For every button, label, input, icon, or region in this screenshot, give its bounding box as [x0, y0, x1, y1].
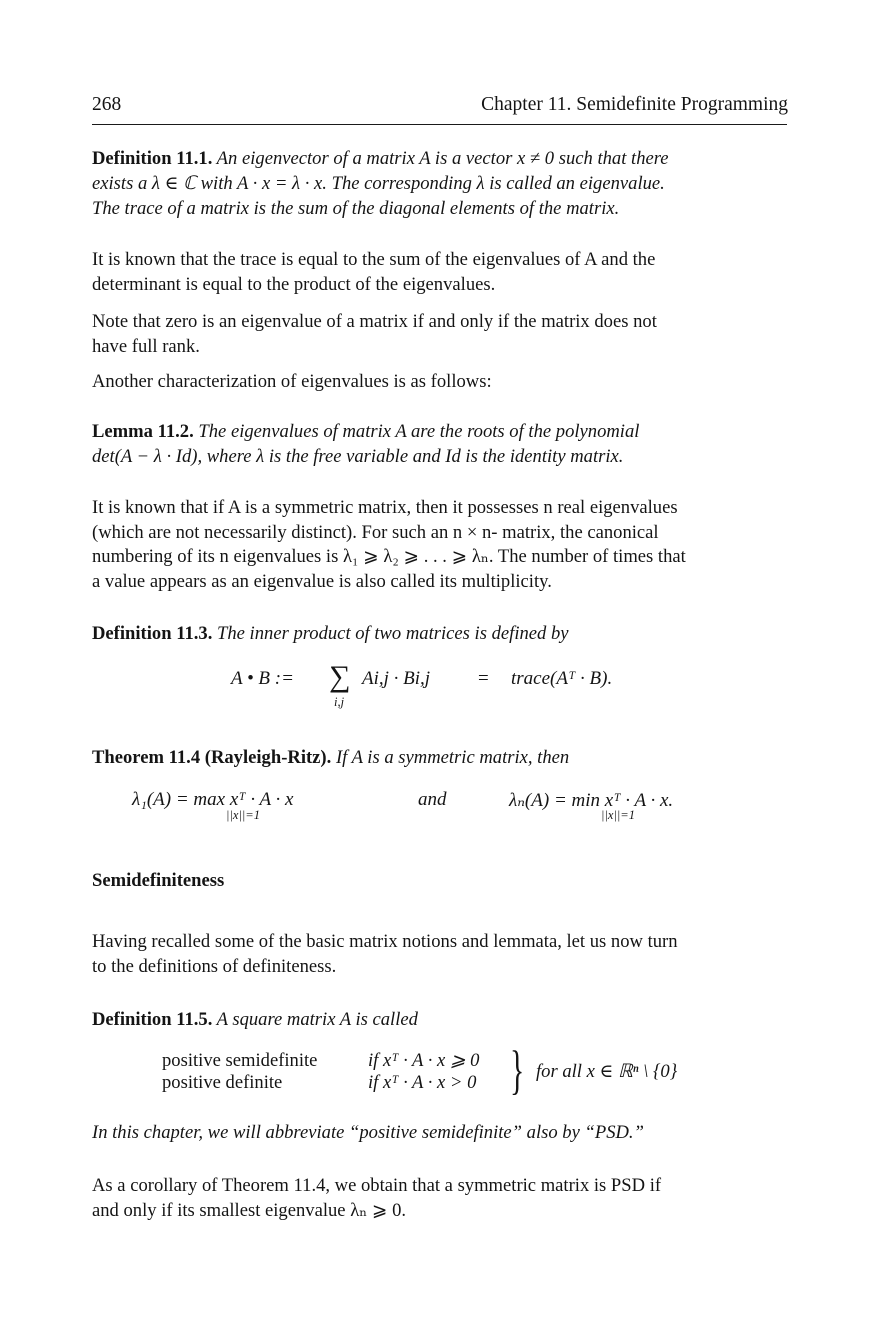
paragraph-line: It is known that the trace is equal to the sum of the eigenvalues of A and the	[92, 249, 656, 270]
definition-11-1	[92, 146, 788, 221]
definition-text: The inner product of two matrices is defined by	[217, 623, 569, 644]
paragraph-line: numbering of its n eigenvalues is λ₁ ⩾ λ₂ ⩾ . . . ⩾ λₙ. The number of times that	[92, 546, 686, 567]
max-subscript: ||x||=1	[226, 808, 260, 822]
pd-term: positive definite	[162, 1072, 283, 1093]
rayleigh-min-formula: λₙ(A) = min xᵀ · A · x.	[509, 790, 674, 811]
equals-sign: =	[478, 668, 489, 689]
paragraph-line: to the definitions of definiteness.	[92, 955, 337, 977]
definition-label: Definition 11.1.	[92, 148, 213, 169]
psd-condition: if xᵀ · A · x ⩾ 0	[368, 1050, 480, 1071]
lemma-11-2	[92, 420, 788, 469]
min-subscript: ||x||=1	[601, 808, 635, 822]
paragraph-zero-eigenvalue	[92, 310, 788, 359]
paragraph-line: As a corollary of Theorem 11.4, we obtain that a symmetric matrix is PSD if	[92, 1175, 662, 1196]
running-header-title: Chapter 11. Semidefinite Programming	[481, 94, 788, 115]
psd-term: positive semidefinite	[162, 1050, 318, 1071]
psd-abbreviation: In this chapter, we will abbreviate “positive semidefinite” also by “PSD.”	[92, 1122, 644, 1143]
pd-condition: if xᵀ · A · x > 0	[368, 1072, 477, 1093]
paragraph-another: Another characterization of eigenvalues is as follows:	[92, 371, 492, 392]
paragraph-line: It is known that if A is a symmetric matrix, then it possesses n real eigenvalues	[92, 497, 678, 518]
definition-label: Definition 11.3.	[92, 623, 213, 644]
definition-text-line: An eigenvector of a matrix A is a vector x ≠ 0 such that there	[216, 148, 669, 169]
definition-text-line: The trace of a matrix is the sum of the diagonal elements of the matrix.	[92, 198, 620, 219]
rayleigh-max-formula: λ₁(A) = max xᵀ · A · x	[132, 789, 294, 810]
definition-label: Definition 11.5.	[92, 1009, 213, 1030]
paragraph-line: determinant is equal to the product of the eigenvalues.	[92, 273, 496, 295]
definition-text: A square matrix A is called	[216, 1009, 418, 1030]
theorem-label: Theorem 11.4 (Rayleigh-Ritz).	[92, 747, 332, 768]
inner-product-lhs: A • B :=	[231, 668, 294, 689]
lemma-label: Lemma 11.2.	[92, 421, 194, 442]
paragraph-line: Having recalled some of the basic matrix notions and lemmata, let us now turn	[92, 931, 678, 952]
lemma-text-line: The eigenvalues of matrix A are the roots of the polynomial	[198, 421, 640, 442]
paragraph-line: have full rank.	[92, 335, 200, 357]
section-heading: Semidefiniteness	[92, 870, 225, 891]
page-number: 268	[92, 94, 122, 115]
paragraph-corollary	[92, 1174, 788, 1223]
lemma-text-line: det(A − λ · Id), where λ is the free variable and Id is the identity matrix.	[92, 445, 624, 467]
paragraph-line: a value appears as an eigenvalue is also called its multiplicity.	[92, 570, 552, 592]
paragraph-line: (which are not necessarily distinct). For such an n × n- matrix, the canonical	[92, 521, 659, 543]
inner-product-rhs: trace(Aᵀ · B).	[511, 668, 613, 689]
paragraph-symmetric	[92, 496, 788, 594]
definition-11-5	[92, 1008, 788, 1033]
paragraph-line: Note that zero is an eigenvalue of a matrix if and only if the matrix does not	[92, 311, 657, 332]
theorem-11-4	[92, 746, 788, 771]
right-brace: }	[510, 1040, 525, 1100]
paragraph-line: and only if its smallest eigenvalue λₙ ⩾ 0.	[92, 1199, 407, 1221]
summation-index: i,j	[334, 695, 345, 709]
definition-text-line: exists a λ ∈ ℂ with A · x = λ · x. The corresponding λ is called an eigenvalue.	[92, 173, 665, 194]
inner-product-terms: Ai,j · Bi,j	[362, 668, 431, 689]
paragraph-having-recalled	[92, 930, 788, 979]
and-word: and	[418, 789, 447, 810]
paragraph-trace	[92, 248, 788, 297]
header-rule	[92, 124, 787, 125]
for-all-condition: for all x ∈ ℝⁿ \ {0}	[536, 1061, 678, 1082]
summation-symbol: ∑	[329, 660, 351, 693]
definition-11-3	[92, 622, 788, 647]
theorem-text: If A is a symmetric matrix, then	[335, 747, 570, 768]
